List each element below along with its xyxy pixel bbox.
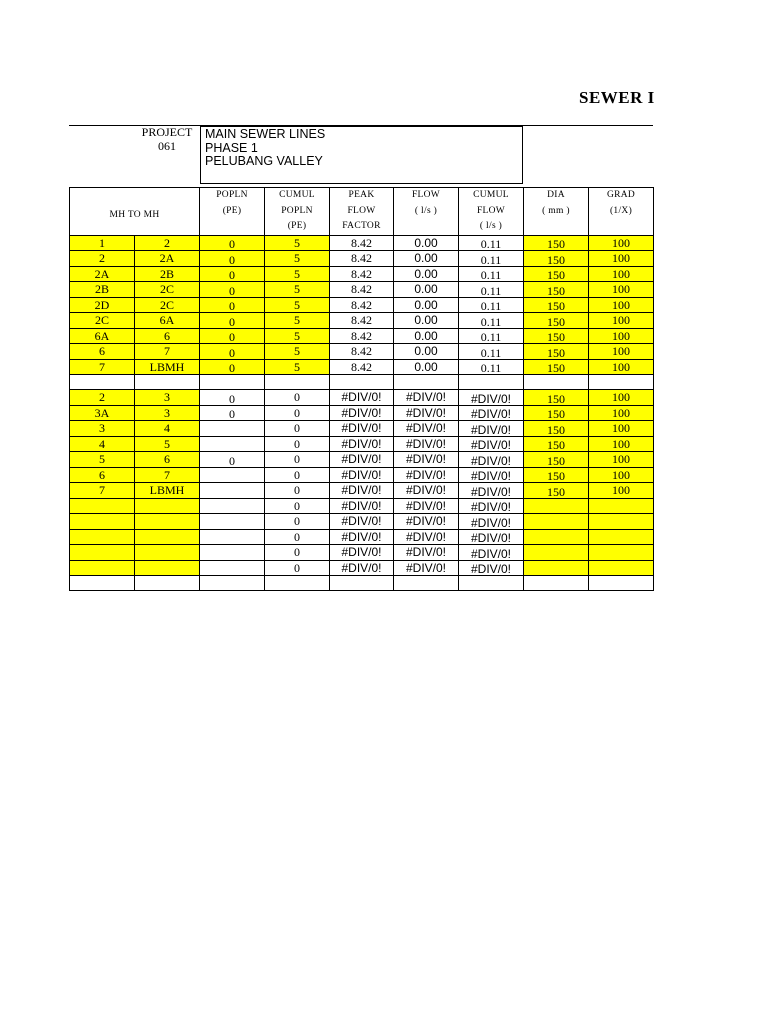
table-row xyxy=(70,328,654,344)
cumul-popln-cell: 0 xyxy=(265,405,330,421)
popln-cell: 0 xyxy=(200,390,265,406)
peak-factor-cell: #DIV/0! xyxy=(330,390,394,406)
peak-factor-cell: 8.42 xyxy=(330,328,394,344)
cumul-popln-cell: 5 xyxy=(265,313,330,329)
from-mh-cell xyxy=(70,560,135,576)
cumul-flow-cell: 0.11 xyxy=(459,297,524,313)
peak-factor-cell: 8.42 xyxy=(330,313,394,329)
dia-cell xyxy=(524,498,589,514)
project-label-block xyxy=(134,125,200,153)
cumul-popln-cell: 5 xyxy=(265,359,330,375)
peak-factor-cell: 8.42 xyxy=(330,251,394,267)
cumul-popln-cell: 0 xyxy=(265,483,330,499)
col-header-mh-to-mh: MH TO MH xyxy=(70,188,200,236)
cumul-popln-cell: 5 xyxy=(265,266,330,282)
sewer-design-table xyxy=(69,187,654,591)
cumul-popln-cell: 5 xyxy=(265,297,330,313)
to-mh-cell xyxy=(135,498,200,514)
cumul-flow-cell: #DIV/0! xyxy=(459,483,524,499)
popln-cell: 0 xyxy=(200,405,265,421)
table-body xyxy=(70,235,654,591)
flow-cell: #DIV/0! xyxy=(394,483,459,499)
table-row xyxy=(70,282,654,298)
popln-cell: 0 xyxy=(200,328,265,344)
flow-cell: #DIV/0! xyxy=(394,421,459,437)
flow-cell: #DIV/0! xyxy=(394,498,459,514)
table-row xyxy=(70,375,654,390)
popln-cell xyxy=(200,498,265,514)
table-row xyxy=(70,483,654,499)
popln-cell xyxy=(200,375,265,390)
to-mh-cell: 2C xyxy=(135,297,200,313)
grad-cell: 100 xyxy=(589,390,654,406)
peak-factor-cell: #DIV/0! xyxy=(330,498,394,514)
to-mh-cell xyxy=(135,514,200,530)
peak-factor-cell: #DIV/0! xyxy=(330,467,394,483)
dia-cell: 150 xyxy=(524,297,589,313)
to-mh-cell: 4 xyxy=(135,421,200,437)
table-row xyxy=(70,498,654,514)
popln-cell xyxy=(200,467,265,483)
col-header-popln: POPLN (PE) xyxy=(200,188,265,236)
table-row xyxy=(70,529,654,545)
cumul-flow-cell: #DIV/0! xyxy=(459,436,524,452)
flow-cell: 0.00 xyxy=(394,251,459,267)
dia-cell: 150 xyxy=(524,405,589,421)
dia-cell: 150 xyxy=(524,359,589,375)
project-label: PROJECT xyxy=(141,125,193,139)
flow-cell: #DIV/0! xyxy=(394,467,459,483)
grad-cell: 100 xyxy=(589,467,654,483)
cumul-popln-cell: 0 xyxy=(265,390,330,406)
flow-cell: 0.00 xyxy=(394,282,459,298)
cumul-flow-cell: 0.11 xyxy=(459,344,524,360)
peak-factor-cell: 8.42 xyxy=(330,359,394,375)
flow-cell: 0.00 xyxy=(394,359,459,375)
grad-cell xyxy=(589,576,654,591)
cumul-flow-cell xyxy=(459,576,524,591)
flow-cell: #DIV/0! xyxy=(394,560,459,576)
from-mh-cell: 1 xyxy=(70,235,135,251)
dia-cell: 150 xyxy=(524,390,589,406)
from-mh-cell: 6 xyxy=(70,467,135,483)
project-number: 061 xyxy=(158,139,176,153)
from-mh-cell: 5 xyxy=(70,452,135,468)
peak-factor-cell: #DIV/0! xyxy=(330,421,394,437)
dia-cell: 150 xyxy=(524,282,589,298)
to-mh-cell: 6A xyxy=(135,313,200,329)
grad-cell: 100 xyxy=(589,251,654,267)
flow-cell xyxy=(394,576,459,591)
flow-cell: #DIV/0! xyxy=(394,390,459,406)
flow-cell: #DIV/0! xyxy=(394,436,459,452)
cumul-flow-cell: #DIV/0! xyxy=(459,405,524,421)
popln-cell xyxy=(200,436,265,452)
grad-cell: 100 xyxy=(589,235,654,251)
cumul-flow-cell: #DIV/0! xyxy=(459,514,524,530)
from-mh-cell xyxy=(70,576,135,591)
to-mh-cell xyxy=(135,545,200,561)
from-mh-cell: 3 xyxy=(70,421,135,437)
cumul-flow-cell: 0.11 xyxy=(459,235,524,251)
grad-cell: 100 xyxy=(589,359,654,375)
to-mh-cell: 5 xyxy=(135,436,200,452)
to-mh-cell: 7 xyxy=(135,344,200,360)
popln-cell xyxy=(200,483,265,499)
from-mh-cell: 2 xyxy=(70,390,135,406)
flow-cell: #DIV/0! xyxy=(394,514,459,530)
table-row xyxy=(70,576,654,591)
cumul-flow-cell: #DIV/0! xyxy=(459,498,524,514)
peak-factor-cell: #DIV/0! xyxy=(330,483,394,499)
cumul-popln-cell: 5 xyxy=(265,344,330,360)
to-mh-cell: LBMH xyxy=(135,359,200,375)
flow-cell: #DIV/0! xyxy=(394,545,459,561)
dia-cell xyxy=(524,576,589,591)
from-mh-cell: 7 xyxy=(70,359,135,375)
table-row xyxy=(70,405,654,421)
col-header-dia: DIA ( mm ) xyxy=(524,188,589,236)
flow-cell: 0.00 xyxy=(394,328,459,344)
to-mh-cell: 3 xyxy=(135,390,200,406)
from-mh-cell: 2B xyxy=(70,282,135,298)
project-line: PHASE 1 xyxy=(205,140,258,155)
cumul-flow-cell xyxy=(459,375,524,390)
peak-factor-cell: #DIV/0! xyxy=(330,560,394,576)
popln-cell xyxy=(200,576,265,591)
grad-cell: 100 xyxy=(589,266,654,282)
cumul-popln-cell: 0 xyxy=(265,452,330,468)
project-description-box xyxy=(200,126,523,184)
from-mh-cell xyxy=(70,498,135,514)
cumul-popln-cell: 5 xyxy=(265,328,330,344)
cumul-flow-cell: #DIV/0! xyxy=(459,467,524,483)
grad-cell: 100 xyxy=(589,483,654,499)
grad-cell: 100 xyxy=(589,313,654,329)
cumul-flow-cell: #DIV/0! xyxy=(459,421,524,437)
table-row xyxy=(70,560,654,576)
cumul-flow-cell: #DIV/0! xyxy=(459,560,524,576)
popln-cell: 0 xyxy=(200,313,265,329)
grad-cell: 100 xyxy=(589,297,654,313)
to-mh-cell: 6 xyxy=(135,452,200,468)
table-row xyxy=(70,297,654,313)
popln-cell xyxy=(200,421,265,437)
dia-cell: 150 xyxy=(524,328,589,344)
peak-factor-cell: #DIV/0! xyxy=(330,405,394,421)
peak-factor-cell: #DIV/0! xyxy=(330,514,394,530)
to-mh-cell xyxy=(135,375,200,390)
table-row xyxy=(70,390,654,406)
peak-factor-cell: #DIV/0! xyxy=(330,545,394,561)
flow-cell: 0.00 xyxy=(394,235,459,251)
cumul-popln-cell: 5 xyxy=(265,282,330,298)
popln-cell: 0 xyxy=(200,235,265,251)
dia-cell xyxy=(524,545,589,561)
dia-cell: 150 xyxy=(524,251,589,267)
dia-cell xyxy=(524,529,589,545)
peak-factor-cell: #DIV/0! xyxy=(330,452,394,468)
grad-cell xyxy=(589,514,654,530)
from-mh-cell: 3A xyxy=(70,405,135,421)
sheet-title: SEWER I xyxy=(579,88,655,107)
peak-factor-cell: 8.42 xyxy=(330,344,394,360)
popln-cell xyxy=(200,529,265,545)
popln-cell xyxy=(200,514,265,530)
table-row xyxy=(70,313,654,329)
grad-cell xyxy=(589,545,654,561)
cumul-flow-cell: #DIV/0! xyxy=(459,529,524,545)
grad-cell: 100 xyxy=(589,328,654,344)
cumul-flow-cell: 0.11 xyxy=(459,282,524,298)
popln-cell: 0 xyxy=(200,297,265,313)
dia-cell xyxy=(524,514,589,530)
cumul-popln-cell: 0 xyxy=(265,514,330,530)
dia-cell: 150 xyxy=(524,467,589,483)
to-mh-cell: 2C xyxy=(135,282,200,298)
project-line: PELUBANG VALLEY xyxy=(205,154,323,168)
grad-cell: 100 xyxy=(589,344,654,360)
grad-cell xyxy=(589,498,654,514)
flow-cell: 0.00 xyxy=(394,344,459,360)
flow-cell: #DIV/0! xyxy=(394,529,459,545)
to-mh-cell: 2B xyxy=(135,266,200,282)
cumul-popln-cell: 0 xyxy=(265,498,330,514)
dia-cell: 150 xyxy=(524,266,589,282)
flow-cell xyxy=(394,375,459,390)
to-mh-cell: 3 xyxy=(135,405,200,421)
cumul-popln-cell xyxy=(265,375,330,390)
cumul-popln-cell xyxy=(265,576,330,591)
to-mh-cell xyxy=(135,576,200,591)
table-row xyxy=(70,359,654,375)
to-mh-cell: 7 xyxy=(135,467,200,483)
peak-factor-cell: #DIV/0! xyxy=(330,436,394,452)
dia-cell xyxy=(524,375,589,390)
flow-cell: #DIV/0! xyxy=(394,452,459,468)
table-row xyxy=(70,514,654,530)
from-mh-cell: 2A xyxy=(70,266,135,282)
peak-factor-cell: #DIV/0! xyxy=(330,529,394,545)
popln-cell: 0 xyxy=(200,282,265,298)
popln-cell: 0 xyxy=(200,344,265,360)
col-header-peak-flow-factor: PEAK FLOW FACTOR xyxy=(330,188,394,236)
grad-cell xyxy=(589,375,654,390)
cumul-popln-cell: 0 xyxy=(265,560,330,576)
dia-cell: 150 xyxy=(524,235,589,251)
table-row xyxy=(70,235,654,251)
grad-cell: 100 xyxy=(589,405,654,421)
to-mh-cell xyxy=(135,560,200,576)
table-row xyxy=(70,251,654,267)
cumul-flow-cell: #DIV/0! xyxy=(459,390,524,406)
peak-factor-cell xyxy=(330,375,394,390)
popln-cell: 0 xyxy=(200,266,265,282)
table-row xyxy=(70,452,654,468)
table-row xyxy=(70,344,654,360)
cumul-flow-cell: #DIV/0! xyxy=(459,545,524,561)
from-mh-cell: 6A xyxy=(70,328,135,344)
cumul-popln-cell: 0 xyxy=(265,545,330,561)
project-line: MAIN SEWER LINES xyxy=(205,127,326,141)
popln-cell: 0 xyxy=(200,452,265,468)
from-mh-cell: 2C xyxy=(70,313,135,329)
to-mh-cell xyxy=(135,529,200,545)
flow-cell: 0.00 xyxy=(394,297,459,313)
cumul-popln-cell: 0 xyxy=(265,467,330,483)
from-mh-cell: 6 xyxy=(70,344,135,360)
grad-cell xyxy=(589,529,654,545)
col-header-flow: FLOW ( l/s ) xyxy=(394,188,459,236)
table-row xyxy=(70,421,654,437)
flow-cell: 0.00 xyxy=(394,313,459,329)
grad-cell: 100 xyxy=(589,436,654,452)
to-mh-cell: 6 xyxy=(135,328,200,344)
popln-cell: 0 xyxy=(200,359,265,375)
cumul-popln-cell: 5 xyxy=(265,235,330,251)
table-row xyxy=(70,436,654,452)
popln-cell: 0 xyxy=(200,251,265,267)
flow-cell: #DIV/0! xyxy=(394,405,459,421)
from-mh-cell: 2D xyxy=(70,297,135,313)
from-mh-cell: 2 xyxy=(70,251,135,267)
from-mh-cell xyxy=(70,375,135,390)
dia-cell xyxy=(524,560,589,576)
grad-cell xyxy=(589,560,654,576)
from-mh-cell: 7 xyxy=(70,483,135,499)
cumul-flow-cell: 0.11 xyxy=(459,359,524,375)
from-mh-cell xyxy=(70,545,135,561)
popln-cell xyxy=(200,545,265,561)
dia-cell: 150 xyxy=(524,436,589,452)
popln-cell xyxy=(200,560,265,576)
cumul-popln-cell: 0 xyxy=(265,421,330,437)
peak-factor-cell: 8.42 xyxy=(330,297,394,313)
peak-factor-cell xyxy=(330,576,394,591)
cumul-flow-cell: 0.11 xyxy=(459,313,524,329)
cumul-flow-cell: #DIV/0! xyxy=(459,452,524,468)
from-mh-cell: 4 xyxy=(70,436,135,452)
cumul-flow-cell: 0.11 xyxy=(459,328,524,344)
cumul-popln-cell: 5 xyxy=(265,251,330,267)
col-header-grad: GRAD (1/X) xyxy=(589,188,654,236)
cumul-popln-cell: 0 xyxy=(265,529,330,545)
dia-cell: 150 xyxy=(524,452,589,468)
to-mh-cell: 2A xyxy=(135,251,200,267)
from-mh-cell xyxy=(70,514,135,530)
table-row xyxy=(70,467,654,483)
cumul-popln-cell: 0 xyxy=(265,436,330,452)
flow-cell: 0.00 xyxy=(394,266,459,282)
peak-factor-cell: 8.42 xyxy=(330,235,394,251)
cumul-flow-cell: 0.11 xyxy=(459,266,524,282)
dia-cell: 150 xyxy=(524,344,589,360)
col-header-cumul-popln: CUMUL POPLN (PE) xyxy=(265,188,330,236)
grad-cell: 100 xyxy=(589,421,654,437)
dia-cell: 150 xyxy=(524,313,589,329)
table-row xyxy=(70,545,654,561)
grad-cell: 100 xyxy=(589,282,654,298)
col-header-cumul-flow: CUMUL FLOW ( l/s ) xyxy=(459,188,524,236)
peak-factor-cell: 8.42 xyxy=(330,266,394,282)
peak-factor-cell: 8.42 xyxy=(330,282,394,298)
table-row xyxy=(70,266,654,282)
to-mh-cell: LBMH xyxy=(135,483,200,499)
from-mh-cell xyxy=(70,529,135,545)
cumul-flow-cell: 0.11 xyxy=(459,251,524,267)
grad-cell: 100 xyxy=(589,452,654,468)
dia-cell: 150 xyxy=(524,483,589,499)
dia-cell: 150 xyxy=(524,421,589,437)
to-mh-cell: 2 xyxy=(135,235,200,251)
